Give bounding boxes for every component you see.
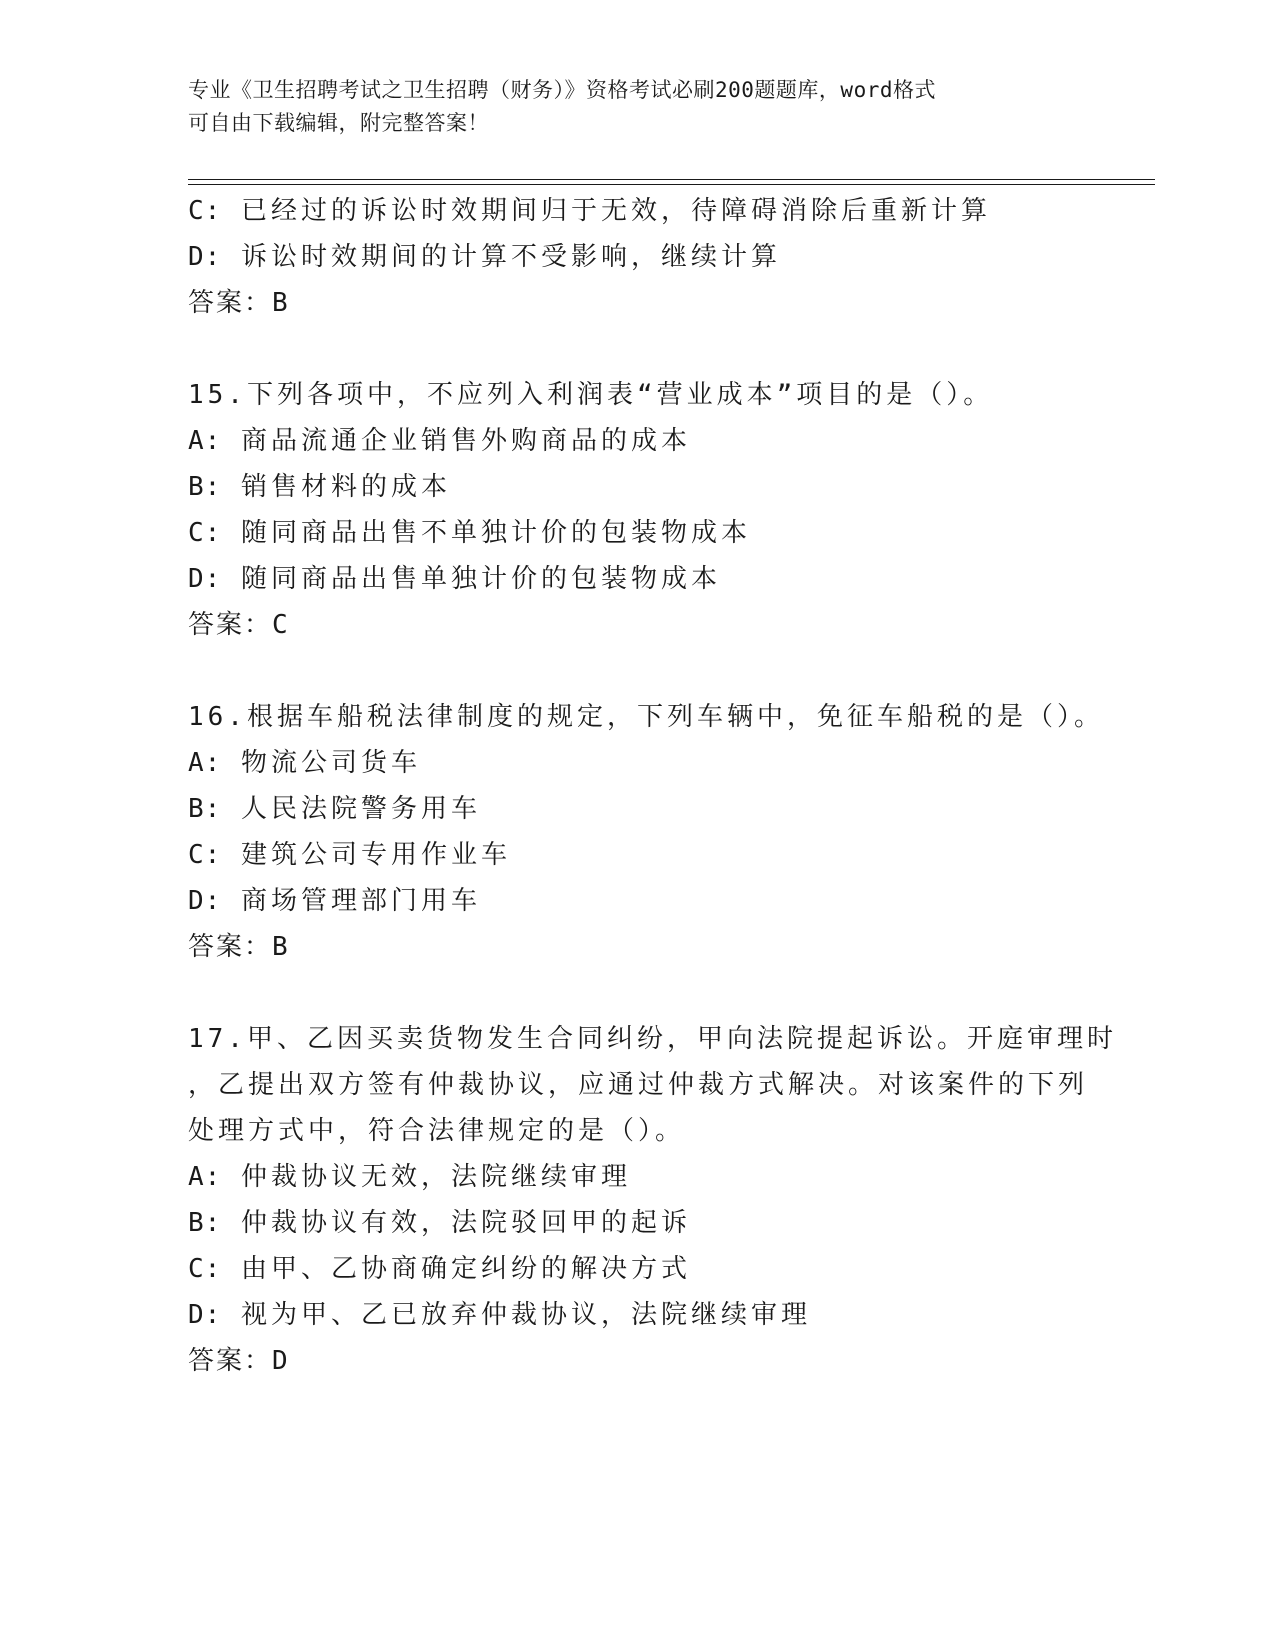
option-key: A: (188, 748, 222, 778)
question-content (188, 188, 1118, 1384)
option-text: 诉讼时效期间的计算不受影响，继续计算 (240, 242, 781, 272)
question-stem-line-1: 17.甲、乙因买卖货物发生合同纠纷，甲向法院提起诉讼。开庭审理时 (188, 1024, 1117, 1054)
option-text: 视为甲、乙已放弃仲裁协议，法院继续审理 (240, 1300, 811, 1330)
option-key: B: (188, 472, 222, 502)
option-key: B: (188, 794, 222, 824)
option-key: D: (188, 1300, 222, 1330)
option-key: B: (188, 1208, 222, 1238)
answer-value: C (272, 610, 290, 640)
option-text: 商场管理部门用车 (240, 886, 481, 916)
option-a (188, 740, 1118, 786)
option-text: 建筑公司专用作业车 (240, 840, 511, 870)
option-d (188, 878, 1118, 924)
option-d (188, 234, 1118, 280)
option-text: 由甲、乙协商确定纠纷的解决方式 (240, 1254, 691, 1284)
document-header (188, 74, 1088, 140)
option-key: C: (188, 196, 222, 226)
question-15 (188, 372, 1118, 648)
option-b (188, 464, 1118, 510)
answer-label: 答案： (188, 288, 273, 318)
option-key: C: (188, 840, 222, 870)
spacer (188, 648, 1118, 694)
header-line-1: 专业《卫生招聘考试之卫生招聘（财务）》资格考试必刷200题题库，word格式 (188, 78, 936, 102)
option-c (188, 188, 1118, 234)
option-key: D: (188, 886, 222, 916)
answer-line (188, 280, 1118, 326)
option-key: C: (188, 1254, 222, 1284)
option-text: 已经过的诉讼时效期间归于无效，待障碍消除后重新计算 (240, 196, 991, 226)
option-a (188, 1154, 1118, 1200)
answer-line (188, 924, 1118, 970)
answer-label: 答案： (188, 610, 273, 640)
question-16 (188, 694, 1118, 970)
answer-label: 答案： (188, 932, 273, 962)
option-text: 随同商品出售不单独计价的包装物成本 (240, 518, 751, 548)
header-divider-bottom (188, 184, 1155, 185)
option-text: 随同商品出售单独计价的包装物成本 (240, 564, 721, 594)
answer-value: B (272, 932, 290, 962)
option-text: 仲裁协议有效，法院驳回甲的起诉 (240, 1208, 691, 1238)
continued-question (188, 188, 1118, 326)
option-c (188, 1246, 1118, 1292)
option-b (188, 786, 1118, 832)
spacer (188, 970, 1118, 1016)
option-text: 仲裁协议无效，法院继续审理 (240, 1162, 631, 1192)
spacer (188, 326, 1118, 372)
question-stem: 15.下列各项中，不应列入利润表“营业成本”项目的是（）。 (188, 380, 994, 410)
question-stem: 16.根据车船税法律制度的规定，下列车辆中，免征车船税的是（）。 (188, 702, 1104, 732)
question-stem-line-3: 处理方式中，符合法律规定的是（）。 (188, 1116, 686, 1146)
option-text: 人民法院警务用车 (240, 794, 481, 824)
option-text: 商品流通企业销售外购商品的成本 (240, 426, 691, 456)
option-key: A: (188, 426, 222, 456)
option-d (188, 1292, 1118, 1338)
answer-value: D (272, 1346, 290, 1376)
option-c (188, 510, 1118, 556)
answer-line (188, 1338, 1118, 1384)
option-text: 销售材料的成本 (240, 472, 451, 502)
question-17 (188, 1016, 1118, 1384)
option-key: A: (188, 1162, 222, 1192)
answer-line (188, 602, 1118, 648)
header-divider-top (188, 179, 1155, 180)
header-line-2: 可自由下载编辑，附完整答案！ (188, 111, 489, 135)
option-a (188, 418, 1118, 464)
option-c (188, 832, 1118, 878)
option-b (188, 1200, 1118, 1246)
option-d (188, 556, 1118, 602)
option-text: 物流公司货车 (240, 748, 421, 778)
answer-label: 答案： (188, 1346, 273, 1376)
answer-value: B (272, 288, 290, 318)
option-key: D: (188, 564, 222, 594)
option-key: C: (188, 518, 222, 548)
question-stem-line-2: ，乙提出双方签有仲裁协议，应通过仲裁方式解决。对该案件的下列 (188, 1070, 1089, 1100)
option-key: D: (188, 242, 222, 272)
